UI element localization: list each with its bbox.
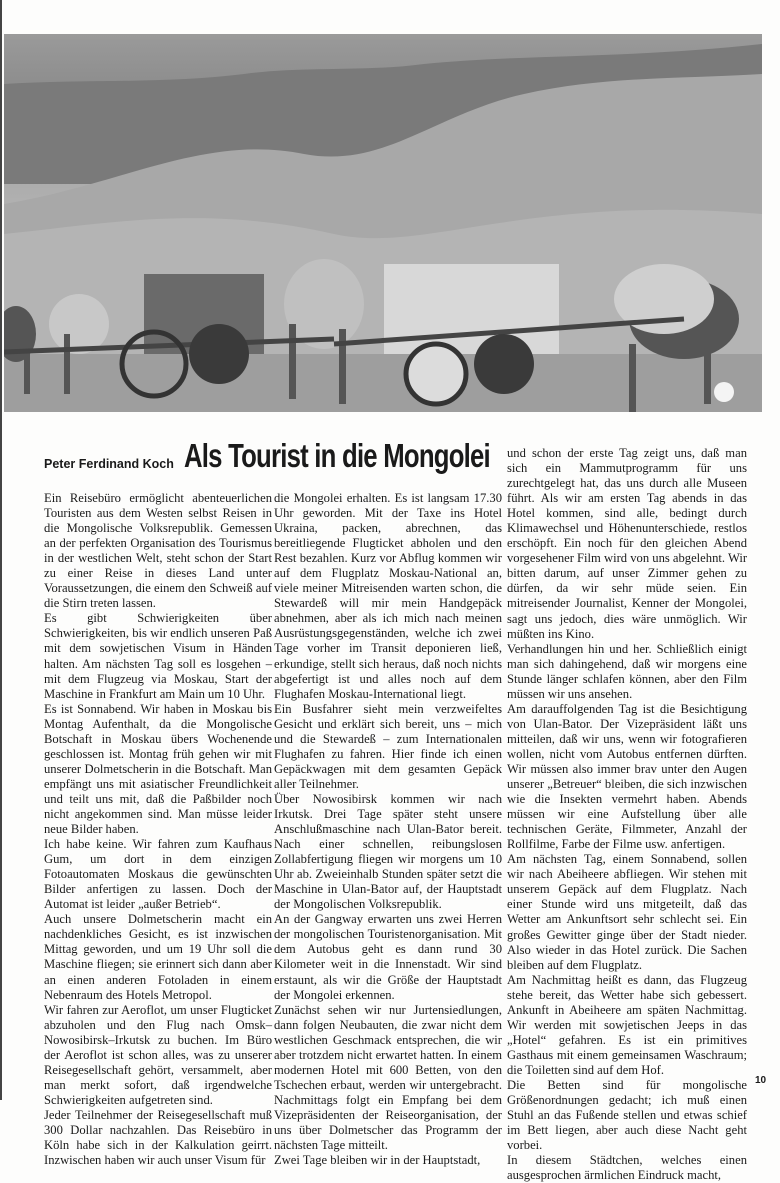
paragraph: Zunächst sehen wir nur Jurtensiedlungen, dann folgen Neubauten, die zwar nicht dem westlichen Geschmack entsprechen, die wir aber trotzdem nicht erwartet hatten. In einem modernen Hotel mit 600 Betten, von den Tschechen erbaut, werden wir untergebracht. Nachmittags folgt ein Empfang bei dem Vizepräsidenten der Reiseorganisation, der uns über Dolmetscher das Programm der nächsten Tage mitteilt. [274, 1002, 502, 1153]
paragraph: Die Betten sind für mongolische Größenordnungen gedacht; ich muß einen Stuhl an das Fußende stellen und etwas schief im Bett liegen, aber auch diese Nacht geht vorbei. [507, 1077, 747, 1153]
paragraph: Auch unsere Dolmetscherin macht ein nachdenkliches Gesicht, es ist inzwischen Mittag geworden, und um 19 Uhr soll die Maschine fliegen; sie erinnert sich dann aber an einen anderen Fotoladen in einem Nebenraum des Hotels Metropol. [44, 912, 272, 1002]
paragraph: Wir fahren zur Aeroflot, um unser Flugticket abzuholen und den Flug nach Omsk–Nowosibirsk–Irkutsk zu buchen. Im Büro der Aeroflot ist schon alles, was zu unserer Reisegesellschaft gehört, versammelt, aber man merkt sofort, daß irgendwelche Schwierigkeiten aufgetreten sind. [44, 1002, 272, 1107]
paragraph: An der Gangway erwarten uns zwei Herren der mongolischen Touristenorganisation. Mit dem Autobus geht es dann rund 30 Kilometer weit in die Innenstadt. Wir sind erstaunt, als wir die Größe der Hauptstadt der Mongolei erkennen. [274, 912, 502, 1002]
caravan-photo [4, 34, 762, 412]
paragraph: Ein Reisebüro ermöglicht abenteuerlichen Touristen aus dem Westen selbst Reisen in die Mongolische Volksrepublik. Gemessen an der perfekten Organisation des Tourismus in der westlichen Welt, steht schon der Start zu einer Reise in dieses Land unter Voraussetzungen, die einem den Schweiß auf die Stirn treten lassen. [44, 491, 272, 611]
paragraph: Ein Busfahrer sieht mein verzweifeltes Gesicht und erklärt sich bereit, uns – mich und die Stewardeß – zum Internationalen Flughafen zu fahren. Hier finde ich einen Gepäckwagen mit dem gesamten Gepäck aller Teilnehmer. [274, 701, 502, 791]
article-column-1 [44, 491, 272, 1168]
page-edge [0, 0, 2, 1100]
caravan-photo-illustration [4, 34, 762, 412]
paragraph: Am nächsten Tag, einem Sonnabend, sollen wir nach Abeiheere abfliegen. Wir stehen mit unserem Gepäck auf dem Flugplatz. Nach einer Stunde wird uns mitgeteilt, daß das Wetter am Ankunftsort sehr schlecht sei. Ein großes Gewitter ginge über der Stadt nieder. Also wieder in das Hotel zurück. Die Sachen bleiben auf dem Flugplatz. [507, 852, 747, 972]
foreground-ground [4, 354, 762, 412]
paragraph: Ich habe keine. Wir fahren zum Kaufhaus Gum, um dort in dem einzigen Fotoautomaten Moskaus die gewünschten Bilder anfertigen zu lassen. Doch der Automat ist leider „außer Betrieb“. [44, 837, 272, 912]
paragraph: Zwei Tage bleiben wir in der Hauptstadt, [274, 1153, 481, 1168]
paragraph: Am darauffolgenden Tag ist die Besichtigung von Ulan-Bator. Der Vizepräsident läßt uns mitteilen, daß wir uns, wenn wir fotografieren wollen, nicht vom Autobus entfernen dürften. Wir müssen also immer brav unter den Augen unserer „Betreuer“ bleiben, die sich inzwischen wie die Insekten vermehrt haben. Abends müssen wir eine Aufstellung über alle technischen Geräte, Filmmeter, Anzahl der Rollfilme, Farbe der Filme usw. anfertigen. [507, 701, 747, 852]
article-title: Als Tourist in die Mongolei [184, 437, 490, 474]
paragraph: Verhandlungen hin und her. Schließlich einigt man sich dahingehend, daß wir morgens eine Stunde länger schlafen können, aber den Film müssen wir uns ansehen. [507, 641, 747, 701]
article-column-2 [274, 491, 502, 1168]
paragraph: Über Nowosibirsk kommen wir nach Irkutsk. Drei Tage später steht unsere Anschlußmaschine nach Ulan-Bator bereit. Nach einer schnellen, reibungslosen Zollabfertigung fliegen wir morgens um 10 Uhr ab. Zweieinhalb Stunden später setzt die Maschine in Ulan-Bator auf, der Hauptstadt der Mongolischen Volksrepublik. [274, 791, 502, 912]
page-number: 10 [755, 1075, 767, 1086]
paragraph: Es gibt Schwierigkeiten über Schwierigkeiten, bis wir endlich unseren Paß mit dem sowjetischen Visum in Händen halten. Am nächsten Tag soll es losgehen – mit dem Flugzeug via Moskau, Start der Maschine in Frankfurt am Main um 10 Uhr. [44, 611, 272, 701]
author-byline: Peter Ferdinand Koch [44, 457, 174, 471]
paragraph: die Mongolei erhalten. Es ist langsam 17.30 Uhr geworden. Mit der Taxe ins Hotel Ukraina, packen, abrechnen, das bereitliegende Flugticket abholen und den Rest bezahlen. Kurz vor Abflug kommen wir auf dem Flugplatz Moskau-National an, viele meiner Mitreisenden warten schon, die Stewardeß will mir mein Handgepäck abnehmen, aber als ich mich nach meinen Ausrüstungsgegenständen, welche ich zwei Tage vorher im Transit deponieren ließ, erkundige, stellt sich heraus, daß noch nichts abgefertigt ist und alles noch auf dem Flughafen Moskau-International liegt. [274, 491, 502, 701]
paragraph: Es ist Sonnabend. Wir haben in Moskau bis Montag Aufenthalt, da die Mongolische Botschaft in Moskau übers Wochenende geschlossen ist. Montag früh gehen wir mit unserer Dolmetscherin in die Botschaft. Man empfängt uns mit asiatischer Freundlichkeit und teilt uns mit, daß die Paßbilder noch nicht angekommen sind. Man müsse leider neue Bilder haben. [44, 701, 272, 837]
paragraph: In diesem Städtchen, welches einen ausgesprochen ärmlichen Eindruck macht, [507, 1153, 747, 1183]
photo-blemish [714, 382, 734, 402]
article-column-3 [507, 446, 747, 1183]
paragraph: und schon der erste Tag zeigt uns, daß man sich ein Mammutprogramm für uns zurechtgelegt hat, das uns durch alle Museen führt. Als wir am ersten Tag abends in das Hotel kommen, sind alle, bedingt durch Klimawechsel und Höhenunterschiede, restlos erschöpft. Ein noch für den gleichen Abend vorgesehener Film wird von uns abgelehnt. Wir bitten darum, auf unser Zimmer gehen zu dürfen, da wir sehr müde seien. Ein mitreisender Journalist, Kenner der Mongolei, sagt uns jedoch, dies wäre unmöglich. Wir müßten ins Kino. [507, 446, 748, 641]
paragraph: Jeder Teilnehmer der Reisegesellschaft muß 300 Dollar nachzahlen. Das Reisebüro in Köln habe sich in der Kalkulation geirrt. Inzwischen haben wir auch unser Visum für [44, 1107, 272, 1168]
paragraph: Am Nachmittag heißt es dann, das Flugzeug stehe bereit, das Wetter habe sich gebessert. Ankunft in Abeiheere am späten Nachmittag. Wir werden mit sowjetischen Jeeps in das „Hotel“ gefahren. Es ist ein primitives Gasthaus mit einem gemeinsamen Waschraum; die Toiletten sind auf dem Hof. [507, 972, 747, 1077]
